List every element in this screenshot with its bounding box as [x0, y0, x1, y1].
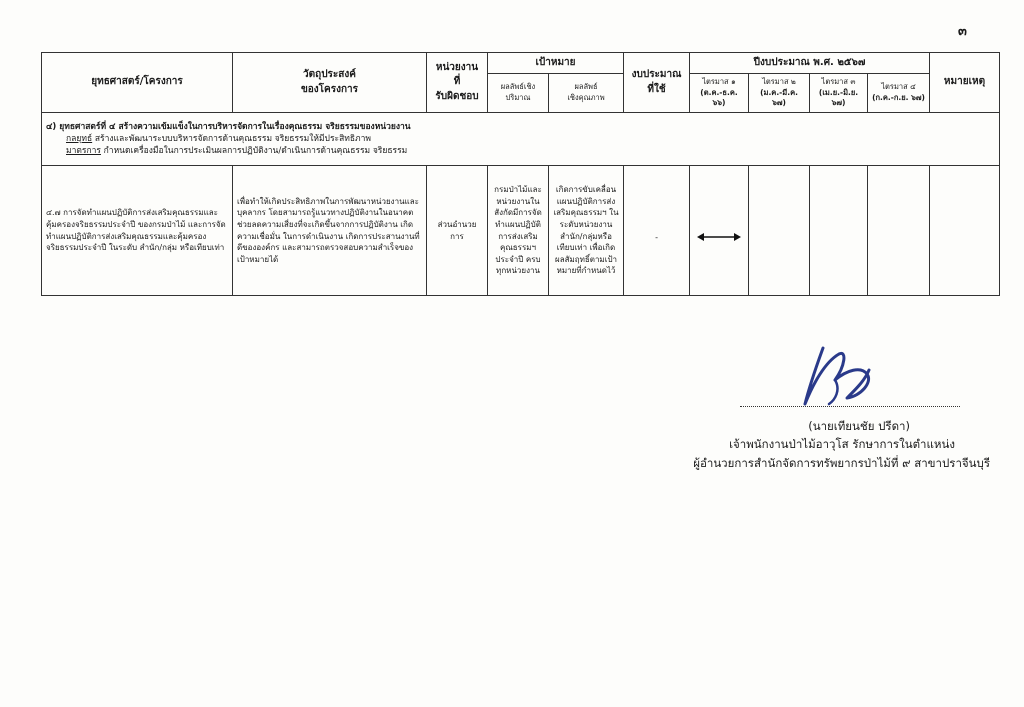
header-quarter-1: ไตรมาส ๑ (ต.ค.-ธ.ค. ๖๖) [690, 74, 749, 113]
target-quality-cell: เกิดการขับเคลื่อนแผนปฏิบัติการส่งเสริมคุณธรรมฯ ในระดับหน่วยงานสำนัก/กลุ่มหรือเทียบเท่า เพื่อเกิดผลสัมฤทธิ์ตามเป้าหมายที่กำหนดไว้ [549, 166, 624, 296]
signature-block [693, 340, 990, 530]
strategy-cell [42, 113, 1000, 166]
header-budget: งบประมาณ ที่ใช้ [624, 53, 690, 113]
remarks-cell [930, 166, 1000, 296]
double-arrow-icon [697, 232, 741, 242]
header-quarter-3: ไตรมาส ๓ (เม.ย.-มิ.ย. ๖๗) [810, 74, 868, 113]
signature-dotted-line [740, 406, 960, 407]
objective-cell: เพื่อทำให้เกิดประสิทธิภาพในการพัฒนาหน่วยงานและบุคลากร โดยสามารถรู้แนวทางปฏิบัติงานในอนาคต ช่วยลดความเสี่ยงที่จะเกิดขึ้นจากการปฏิบัติงาน เกิดความเชื่อมั่น ในการดำเนินงาน เกิดการประสานงานที่ดีขององค์กร และสามารถตรวจสอบความสำเร็จของเป้าหมายได้ [233, 166, 427, 296]
target-quantity-cell: กรมป่าไม้และหน่วยงานในสังกัดมีการจัดทำแผนปฏิบัติการส่งเสริมคุณธรรมฯ ประจำปี ครบทุกหน่วยงาน [488, 166, 549, 296]
header-responsible-unit: หน่วยงาน ที่ รับผิดชอบ [427, 53, 488, 113]
header-quarter-2: ไตรมาส ๒ (ม.ค.-มี.ค. ๖๗) [749, 74, 810, 113]
header-fiscal-year: ปีงบประมาณ พ.ศ. ๒๕๖๗ [690, 53, 930, 74]
header-row-1 [42, 53, 1000, 74]
header-target-quality: ผลลัพธ์ เชิงคุณภาพ [549, 74, 624, 113]
quarter-2-cell [749, 166, 810, 296]
quarter-1-cell [690, 166, 749, 296]
header-strategy-project: ยุทธศาสตร์/โครงการ [42, 53, 233, 113]
strategy-title: ๔) ยุทธศาสตร์ที่ ๔ สร้างความเข้มแข็งในการบริหารจัดการในเรื่องคุณธรรม จริยธรรมของหน่วยงาน [46, 121, 411, 132]
unit-cell: ส่วนอำนวยการ [427, 166, 488, 296]
strategy-tactic [46, 133, 995, 145]
header-target-quantity: ผลลัพธ์เชิง ปริมาณ [488, 74, 549, 113]
header-quarter-4: ไตรมาส ๔ (ก.ค.-ก.ย. ๖๗) [868, 74, 930, 113]
measure-label: มาตรการ [66, 146, 101, 157]
header-target: เป้าหมาย [488, 53, 624, 74]
strategy-row [42, 113, 1000, 166]
strategy-plan-table [41, 52, 1000, 296]
page-number: ๓ [958, 24, 967, 39]
header-remarks: หมายเหตุ [930, 53, 1000, 113]
signer-name: (นายเทียนชัย ปรีดา) [808, 419, 910, 433]
tactic-label: กลยุทธ์ [66, 133, 93, 144]
project-row [42, 166, 1000, 296]
project-cell: ๔.๗ การจัดทำแผนปฏิบัติการส่งเสริมคุณธรรมและคุ้มครองจริยธรรมประจำปี ของกรมป่าไม้ และการจัดทำแผนปฏิบัติการส่งเสริมคุณธรรมและคุ้มครองจริยธรรมประจำปี ในระดับ สำนัก/กลุ่ม หรือเทียบเท่า [42, 166, 233, 296]
signer-position-2: ผู้อำนวยการสำนักจัดการทรัพยากรป่าไม้ที่ ๙ สาขาปราจีนบุรี [693, 456, 990, 470]
budget-cell: - [624, 166, 690, 296]
strategy-measure [46, 145, 995, 157]
quarter-3-cell [810, 166, 868, 296]
quarter-4-cell [868, 166, 930, 296]
measure-text: กำหนดเครื่องมือในการประเมินผลการปฏิบัติงาน/ดำเนินการด้านคุณธรรม จริยธรรม [103, 146, 408, 157]
signature-mark [795, 340, 905, 410]
tactic-text: สร้างและพัฒนาระบบบริหารจัดการด้านคุณธรรม จริยธรรมให้มีประสิทธิภาพ [94, 133, 372, 144]
signer-position-1: เจ้าพนักงานป่าไม้อาวุโส รักษาการในตำแหน่ง [729, 437, 955, 451]
header-objective: วัตถุประสงค์ ของโครงการ [233, 53, 427, 113]
